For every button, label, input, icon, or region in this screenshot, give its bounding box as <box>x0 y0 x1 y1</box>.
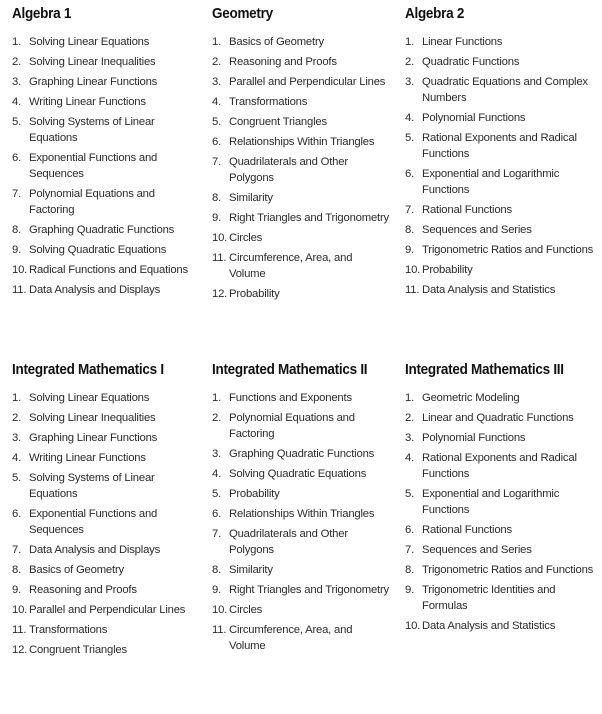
chapter-number: 5. <box>212 116 222 128</box>
chapter-title: Solving Linear Inequalities <box>29 56 156 68</box>
chapter-number: 6. <box>212 508 222 520</box>
chapter-title: Trigonometric Ratios and Functions <box>422 564 594 576</box>
chapter-item <box>212 114 390 130</box>
chapter-item <box>405 34 598 50</box>
chapter-number: 1. <box>12 36 22 48</box>
chapter-number: 2. <box>405 56 415 68</box>
chapter-item <box>12 262 194 278</box>
chapter-title: Probability <box>229 488 280 500</box>
chapter-title: Polynomial Functions <box>422 432 526 444</box>
chapter-title: Reasoning and Proofs <box>29 584 137 596</box>
chapter-item <box>212 410 390 442</box>
chapter-number: 4. <box>12 96 22 108</box>
course-block-integrated-math-3 <box>405 361 598 638</box>
chapter-item <box>212 582 390 598</box>
chapter-title: Right Triangles and Trigonometry <box>229 584 389 596</box>
chapter-item <box>405 54 598 70</box>
chapter-item <box>12 642 194 658</box>
chapter-number: 3. <box>405 76 415 88</box>
chapter-title: Quadrilaterals and Other Polygons <box>229 528 348 556</box>
chapter-number: 2. <box>212 412 222 424</box>
chapter-number: 2. <box>212 56 222 68</box>
chapter-number: 8. <box>12 224 22 236</box>
chapter-list <box>12 34 194 298</box>
chapter-number: 2. <box>405 412 415 424</box>
chapter-item <box>405 242 598 258</box>
chapter-number: 10. <box>405 264 421 276</box>
chapter-title: Geometric Modeling <box>422 392 520 404</box>
chapter-item <box>12 150 194 182</box>
chapter-title: Data Analysis and Statistics <box>422 284 556 296</box>
chapter-number: 12. <box>212 288 228 300</box>
chapter-item <box>212 154 390 186</box>
chapter-title: Parallel and Perpendicular Lines <box>229 76 386 88</box>
chapter-title: Functions and Exponents <box>229 392 352 404</box>
chapter-number: 11. <box>212 252 227 264</box>
chapter-list <box>12 390 194 658</box>
chapter-number: 2. <box>12 412 22 424</box>
chapter-item <box>212 526 390 558</box>
chapter-number: 5. <box>12 116 22 128</box>
course-block-integrated-math-1 <box>12 361 194 662</box>
chapter-item <box>12 622 194 638</box>
chapter-number: 10. <box>212 232 228 244</box>
chapter-title: Right Triangles and Trigonometry <box>229 212 389 224</box>
chapter-list <box>212 34 390 302</box>
chapter-item <box>212 286 390 302</box>
chapter-item <box>405 450 598 482</box>
chapter-item <box>12 562 194 578</box>
chapter-title: Parallel and Perpendicular Lines <box>29 604 186 616</box>
chapter-item <box>12 242 194 258</box>
chapter-item <box>212 506 390 522</box>
chapter-title: Probability <box>229 288 280 300</box>
chapter-item <box>12 390 194 406</box>
chapter-number: 8. <box>212 192 222 204</box>
chapter-number: 6. <box>405 524 415 536</box>
chapter-item <box>212 446 390 462</box>
chapter-title: Graphing Quadratic Functions <box>229 448 375 460</box>
chapter-title: Rational Exponents and Radical Functions <box>422 132 577 160</box>
chapter-title: Circumference, Area, and Volume <box>229 252 353 280</box>
chapter-item <box>12 114 194 146</box>
chapter-number: 11. <box>12 284 27 296</box>
chapter-item <box>212 230 390 246</box>
course-title: Algebra 2 <box>405 5 465 22</box>
chapter-list <box>405 390 598 634</box>
chapter-item <box>12 410 194 426</box>
chapter-item <box>12 602 194 618</box>
chapter-title: Probability <box>422 264 473 276</box>
chapter-title: Basics of Geometry <box>29 564 124 576</box>
chapter-title: Trigonometric Identities and Formulas <box>422 584 556 612</box>
chapter-number: 5. <box>405 488 415 500</box>
chapter-item <box>405 202 598 218</box>
chapter-item <box>212 622 390 654</box>
chapter-item <box>12 94 194 110</box>
chapter-item <box>12 470 194 502</box>
chapter-list <box>405 34 598 298</box>
chapter-item <box>212 562 390 578</box>
chapter-number: 7. <box>12 188 22 200</box>
chapter-item <box>12 506 194 538</box>
chapter-title: Rational Functions <box>422 204 512 216</box>
chapter-number: 1. <box>12 392 22 404</box>
chapter-item <box>405 166 598 198</box>
chapter-number: 10. <box>12 604 28 616</box>
chapter-title: Transformations <box>29 624 108 636</box>
chapter-title: Relationships Within Triangles <box>229 508 375 520</box>
chapter-number: 7. <box>405 204 415 216</box>
chapter-item <box>12 222 194 238</box>
chapter-number: 7. <box>212 156 222 168</box>
chapter-number: 1. <box>212 392 222 404</box>
chapter-number: 1. <box>212 36 222 48</box>
chapter-title: Exponential and Logarithmic Functions <box>422 168 560 196</box>
chapter-number: 9. <box>12 244 22 256</box>
chapter-item <box>12 34 194 50</box>
chapter-item <box>405 410 598 426</box>
chapter-item <box>405 486 598 518</box>
chapter-number: 3. <box>212 76 222 88</box>
chapter-title: Circles <box>229 232 263 244</box>
chapter-number: 9. <box>12 584 22 596</box>
chapter-title: Solving Linear Inequalities <box>29 412 156 424</box>
chapter-number: 12. <box>12 644 28 656</box>
chapter-title: Linear Functions <box>422 36 503 48</box>
chapter-title: Graphing Linear Functions <box>29 432 158 444</box>
chapter-title: Circles <box>229 604 263 616</box>
chapter-number: 11. <box>12 624 27 636</box>
course-title: Geometry <box>212 5 273 22</box>
course-title: Integrated Mathematics II <box>212 361 368 378</box>
chapter-item <box>212 134 390 150</box>
chapter-item <box>212 466 390 482</box>
chapter-title: Solving Systems of Linear Equations <box>29 472 155 500</box>
chapter-item <box>12 54 194 70</box>
chapter-number: 10. <box>12 264 28 276</box>
chapter-item <box>212 34 390 50</box>
chapter-number: 8. <box>212 564 222 576</box>
chapter-item <box>405 110 598 126</box>
chapter-title: Data Analysis and Statistics <box>422 620 556 632</box>
chapter-number: 8. <box>405 224 415 236</box>
chapter-number: 10. <box>405 620 421 632</box>
chapter-number: 7. <box>12 544 22 556</box>
chapter-number: 9. <box>405 244 415 256</box>
course-title: Algebra 1 <box>12 5 72 22</box>
chapter-number: 8. <box>405 564 415 576</box>
chapter-item <box>12 582 194 598</box>
chapter-title: Polynomial Functions <box>422 112 526 124</box>
chapter-item <box>405 542 598 558</box>
chapter-item <box>12 542 194 558</box>
chapter-item <box>405 130 598 162</box>
chapter-number: 5. <box>405 132 415 144</box>
chapter-item <box>405 430 598 446</box>
chapter-title: Solving Quadratic Equations <box>229 468 367 480</box>
chapter-title: Exponential and Logarithmic Functions <box>422 488 560 516</box>
chapter-title: Solving Systems of Linear Equations <box>29 116 155 144</box>
chapter-title: Quadratic Equations and Complex Numbers <box>422 76 588 104</box>
chapter-number: 10. <box>212 604 228 616</box>
chapter-title: Sequences and Series <box>422 544 532 556</box>
chapter-number: 4. <box>212 468 222 480</box>
chapter-number: 4. <box>12 452 22 464</box>
chapter-number: 2. <box>12 56 22 68</box>
chapter-number: 7. <box>405 544 415 556</box>
chapter-title: Writing Linear Functions <box>29 96 146 108</box>
chapter-item <box>405 582 598 614</box>
chapter-item <box>405 522 598 538</box>
chapter-number: 6. <box>12 152 22 164</box>
chapter-title: Exponential Functions and Sequences <box>29 508 158 536</box>
chapter-title: Exponential Functions and Sequences <box>29 152 158 180</box>
chapter-title: Writing Linear Functions <box>29 452 146 464</box>
chapter-list <box>212 390 390 654</box>
chapter-item <box>405 222 598 238</box>
chapter-item <box>212 74 390 90</box>
chapter-title: Similarity <box>229 192 273 204</box>
chapter-title: Quadrilaterals and Other Polygons <box>229 156 348 184</box>
chapter-item <box>405 282 598 298</box>
chapter-number: 4. <box>212 96 222 108</box>
chapter-item <box>12 186 194 218</box>
chapter-title: Solving Linear Equations <box>29 36 150 48</box>
chapter-item <box>212 190 390 206</box>
chapter-number: 6. <box>405 168 415 180</box>
chapter-number: 6. <box>212 136 222 148</box>
chapter-number: 1. <box>405 36 415 48</box>
chapter-number: 11. <box>212 624 227 636</box>
chapter-title: Radical Functions and Equations <box>29 264 188 276</box>
chapter-title: Sequences and Series <box>422 224 532 236</box>
chapter-number: 3. <box>12 432 22 444</box>
chapter-number: 4. <box>405 112 415 124</box>
chapter-title: Data Analysis and Displays <box>29 284 161 296</box>
chapter-number: 5. <box>212 488 222 500</box>
chapter-title: Polynomial Equations and Factoring <box>229 412 355 440</box>
chapter-title: Solving Linear Equations <box>29 392 150 404</box>
chapter-title: Basics of Geometry <box>229 36 324 48</box>
chapter-number: 9. <box>212 212 222 224</box>
chapter-item <box>212 390 390 406</box>
chapter-number: 7. <box>212 528 222 540</box>
chapter-item <box>405 74 598 106</box>
chapter-item <box>12 450 194 466</box>
chapter-title: Similarity <box>229 564 273 576</box>
chapter-number: 3. <box>405 432 415 444</box>
chapter-title: Relationships Within Triangles <box>229 136 375 148</box>
chapter-item <box>405 390 598 406</box>
chapter-title: Quadratic Functions <box>422 56 520 68</box>
chapter-number: 3. <box>212 448 222 460</box>
chapter-item <box>405 618 598 634</box>
chapter-title: Reasoning and Proofs <box>229 56 337 68</box>
chapter-number: 8. <box>12 564 22 576</box>
chapter-title: Transformations <box>229 96 308 108</box>
chapter-item <box>212 94 390 110</box>
chapter-item <box>212 54 390 70</box>
course-block-algebra-2 <box>405 5 598 302</box>
course-block-integrated-math-2 <box>212 361 390 658</box>
chapter-number: 5. <box>12 472 22 484</box>
course-block-algebra-1 <box>12 5 194 302</box>
chapter-title: Polynomial Equations and Factoring <box>29 188 155 216</box>
chapter-number: 11. <box>405 284 420 296</box>
chapter-item <box>12 430 194 446</box>
chapter-title: Linear and Quadratic Functions <box>422 412 574 424</box>
chapter-title: Data Analysis and Displays <box>29 544 161 556</box>
chapter-item <box>212 210 390 226</box>
chapter-number: 3. <box>12 76 22 88</box>
chapter-title: Trigonometric Ratios and Functions <box>422 244 594 256</box>
chapter-number: 9. <box>405 584 415 596</box>
chapter-item <box>12 74 194 90</box>
course-title: Integrated Mathematics III <box>405 361 564 378</box>
chapter-number: 1. <box>405 392 415 404</box>
chapter-number: 6. <box>12 508 22 520</box>
chapter-item <box>212 250 390 282</box>
chapter-title: Graphing Linear Functions <box>29 76 158 88</box>
chapter-item <box>405 562 598 578</box>
chapter-title: Circumference, Area, and Volume <box>229 624 353 652</box>
course-title: Integrated Mathematics I <box>12 361 164 378</box>
chapter-item <box>212 602 390 618</box>
chapter-title: Congruent Triangles <box>229 116 327 128</box>
chapter-title: Graphing Quadratic Functions <box>29 224 175 236</box>
chapter-number: 4. <box>405 452 415 464</box>
chapter-title: Congruent Triangles <box>29 644 127 656</box>
course-block-geometry <box>212 5 390 306</box>
chapter-title: Rational Functions <box>422 524 512 536</box>
chapter-title: Solving Quadratic Equations <box>29 244 167 256</box>
chapter-title: Rational Exponents and Radical Functions <box>422 452 577 480</box>
chapter-number: 9. <box>212 584 222 596</box>
chapter-item <box>405 262 598 278</box>
chapter-item <box>212 486 390 502</box>
chapter-item <box>12 282 194 298</box>
